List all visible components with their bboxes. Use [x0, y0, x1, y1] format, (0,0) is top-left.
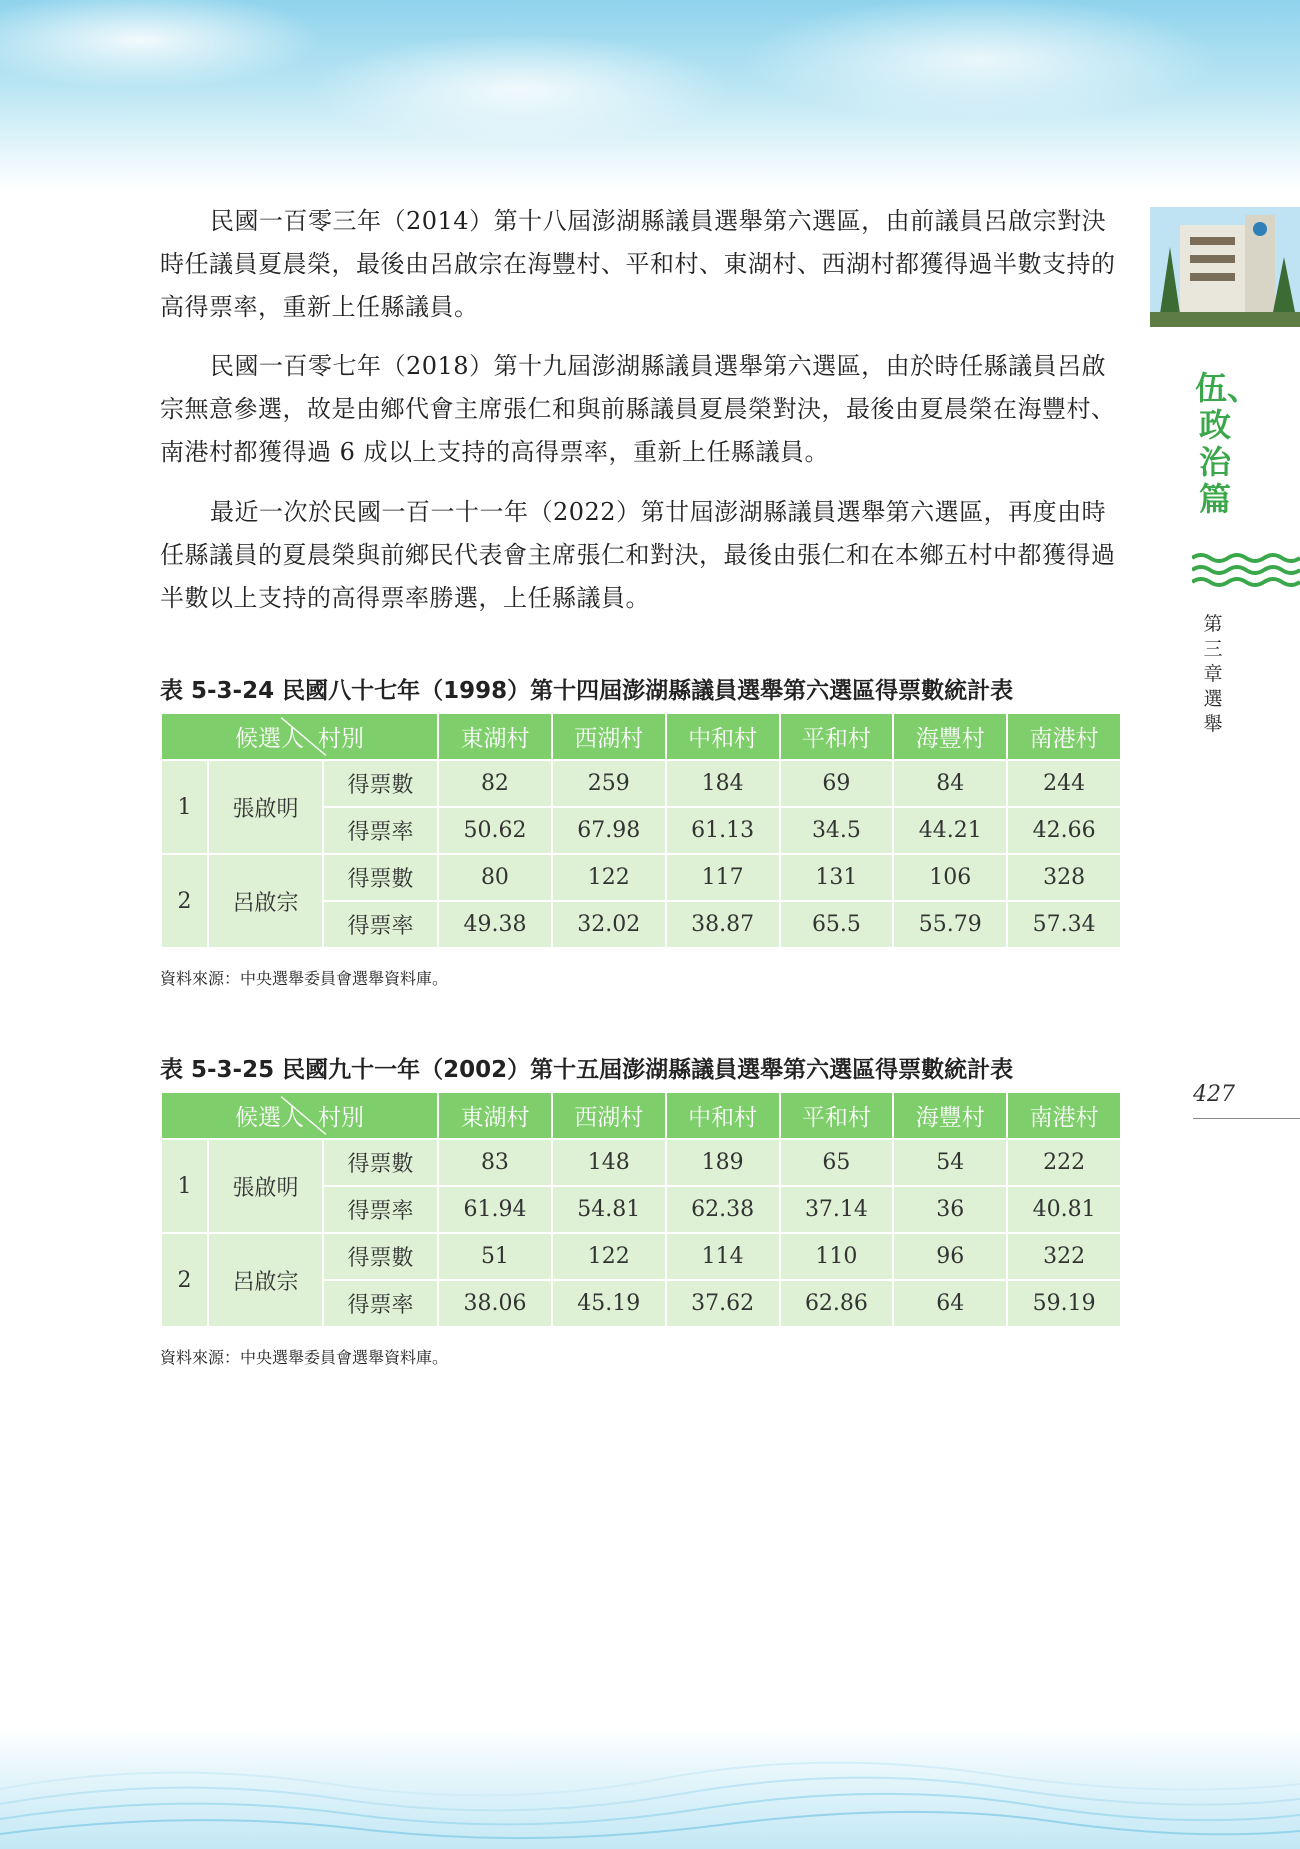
- column-header: 南港村: [1007, 1092, 1121, 1139]
- row-label: 得票數: [323, 1233, 438, 1280]
- table-cell: 54: [893, 1139, 1007, 1186]
- candidate-name: 張啟明: [208, 760, 323, 854]
- table-header-row: [161, 1092, 1121, 1139]
- column-header: 海豐村: [893, 713, 1007, 760]
- table-corner-header: [161, 713, 438, 760]
- corner-left-label: 候選人: [235, 726, 305, 752]
- corner-right-label: 村別: [318, 1105, 365, 1131]
- candidate-number: 2: [161, 1233, 208, 1327]
- table-cell: 40.81: [1007, 1186, 1121, 1233]
- candidate-number: 1: [161, 1139, 208, 1233]
- table-cell: 184: [666, 760, 780, 807]
- table-header-row: [161, 713, 1121, 760]
- table-cell: 50.62: [438, 807, 552, 854]
- page-number: 427: [1193, 1082, 1235, 1107]
- table-cell: 61.94: [438, 1186, 552, 1233]
- row-label: 得票率: [323, 1280, 438, 1327]
- row-label: 得票率: [323, 901, 438, 948]
- paragraph-3: 最近一次於民國一百一十一年（2022）第廿屆澎湖縣議員選舉第六選區，再度由時任縣議員的夏晨榮與前鄉民代表會主席張仁和對決，最後由張仁和在本鄉五村中都獲得過半數以上支持的高得票率勝選，上任縣議員。: [160, 498, 1116, 612]
- row-label: 得票數: [323, 1139, 438, 1186]
- table-caption-1: 表 5-3-24 民國八十七年（1998）第十四屆澎湖縣議員選舉第六選區得票數統計表: [160, 678, 1014, 704]
- table-row: [161, 854, 1121, 901]
- candidate-number: 1: [161, 760, 208, 854]
- column-header: 平和村: [780, 1092, 894, 1139]
- table-cell: 328: [1007, 854, 1121, 901]
- table-cell: 122: [552, 1233, 666, 1280]
- table-cell: 64: [893, 1280, 1007, 1327]
- building-illustration: [1150, 207, 1300, 327]
- sky-banner: [0, 0, 1300, 190]
- table-cell: 38.06: [438, 1280, 552, 1327]
- table-cell: 148: [552, 1139, 666, 1186]
- table-cell: 37.14: [780, 1186, 894, 1233]
- table-source-1: 資料來源：中央選舉委員會選舉資料庫。: [160, 969, 449, 988]
- diagonal-line: [162, 714, 437, 759]
- column-header: 中和村: [666, 1092, 780, 1139]
- building-photo: [1150, 207, 1300, 327]
- table-cell: 106: [893, 854, 1007, 901]
- diagonal-line: [162, 1093, 437, 1138]
- chapter-subtitle: 第三章 選舉: [1203, 613, 1223, 735]
- table-cell: 65.5: [780, 901, 894, 948]
- table-cell: 244: [1007, 760, 1121, 807]
- table-cell: 42.66: [1007, 807, 1121, 854]
- table-cell: 45.19: [552, 1280, 666, 1327]
- table-source-2: 資料來源：中央選舉委員會選舉資料庫。: [160, 1348, 449, 1367]
- vote-table-2: [160, 1091, 1122, 1328]
- table-cell: 222: [1007, 1139, 1121, 1186]
- table-cell: 131: [780, 854, 894, 901]
- vote-table-1: [160, 712, 1122, 949]
- column-header: 中和村: [666, 713, 780, 760]
- table-cell: 54.81: [552, 1186, 666, 1233]
- table-caption-2: 表 5-3-25 民國九十一年（2002）第十五屆澎湖縣議員選舉第六選區得票數統計表: [160, 1057, 1014, 1083]
- row-label: 得票數: [323, 854, 438, 901]
- table-corner-header: [161, 1092, 438, 1139]
- table-cell: 84: [893, 760, 1007, 807]
- table-cell: 57.34: [1007, 901, 1121, 948]
- table-cell: 32.02: [552, 901, 666, 948]
- table-row: [161, 1139, 1121, 1186]
- column-header: 西湖村: [552, 1092, 666, 1139]
- table-cell: 122: [552, 854, 666, 901]
- table-cell: 38.87: [666, 901, 780, 948]
- table-cell: 117: [666, 854, 780, 901]
- table-cell: 189: [666, 1139, 780, 1186]
- page-number-divider: [1193, 1118, 1300, 1119]
- chapter-title: 伍、政治篇: [1195, 369, 1260, 518]
- column-header: 西湖村: [552, 713, 666, 760]
- table-cell: 96: [893, 1233, 1007, 1280]
- column-header: 東湖村: [438, 713, 552, 760]
- candidate-name: 呂啟宗: [208, 1233, 323, 1327]
- table-cell: 61.13: [666, 807, 780, 854]
- row-label: 得票率: [323, 1186, 438, 1233]
- candidate-number: 2: [161, 854, 208, 948]
- sea-footer: [0, 1729, 1300, 1849]
- wave-decoration: [1192, 552, 1300, 588]
- table-cell: 62.86: [780, 1280, 894, 1327]
- table-cell: 69: [780, 760, 894, 807]
- table-cell: 67.98: [552, 807, 666, 854]
- column-header: 南港村: [1007, 713, 1121, 760]
- table-row: [161, 1233, 1121, 1280]
- table-cell: 322: [1007, 1233, 1121, 1280]
- table-cell: 80: [438, 854, 552, 901]
- corner-left-label: 候選人: [235, 1105, 305, 1131]
- column-header: 海豐村: [893, 1092, 1007, 1139]
- table-cell: 62.38: [666, 1186, 780, 1233]
- wave-lines: [0, 1729, 1300, 1849]
- table-cell: 44.21: [893, 807, 1007, 854]
- table-cell: 59.19: [1007, 1280, 1121, 1327]
- column-header: 平和村: [780, 713, 894, 760]
- table-cell: 49.38: [438, 901, 552, 948]
- table-cell: 114: [666, 1233, 780, 1280]
- row-label: 得票數: [323, 760, 438, 807]
- corner-right-label: 村別: [318, 726, 365, 752]
- table-row: [161, 760, 1121, 807]
- table-cell: 36: [893, 1186, 1007, 1233]
- paragraph-2: 民國一百零七年（2018）第十九屆澎湖縣議員選舉第六選區，由於時任縣議員呂啟宗無意參選，故是由鄉代會主席張仁和與前縣議員夏晨榮對決，最後由夏晨榮在海豐村、南港村都獲得過 6 成以上支持的高得票率，重新上任縣議員。: [160, 352, 1116, 466]
- paragraph-1: 民國一百零三年（2014）第十八屆澎湖縣議員選舉第六選區，由前議員呂啟宗對決時任議員夏晨榮，最後由呂啟宗在海豐村、平和村、東湖村、西湖村都獲得過半數支持的高得票率，重新上任縣議員。: [160, 207, 1116, 321]
- column-header: 東湖村: [438, 1092, 552, 1139]
- table-cell: 259: [552, 760, 666, 807]
- table-cell: 37.62: [666, 1280, 780, 1327]
- table-cell: 51: [438, 1233, 552, 1280]
- candidate-name: 張啟明: [208, 1139, 323, 1233]
- table-cell: 83: [438, 1139, 552, 1186]
- table-cell: 34.5: [780, 807, 894, 854]
- table-cell: 110: [780, 1233, 894, 1280]
- candidate-name: 呂啟宗: [208, 854, 323, 948]
- table-cell: 65: [780, 1139, 894, 1186]
- table-cell: 55.79: [893, 901, 1007, 948]
- table-cell: 82: [438, 760, 552, 807]
- row-label: 得票率: [323, 807, 438, 854]
